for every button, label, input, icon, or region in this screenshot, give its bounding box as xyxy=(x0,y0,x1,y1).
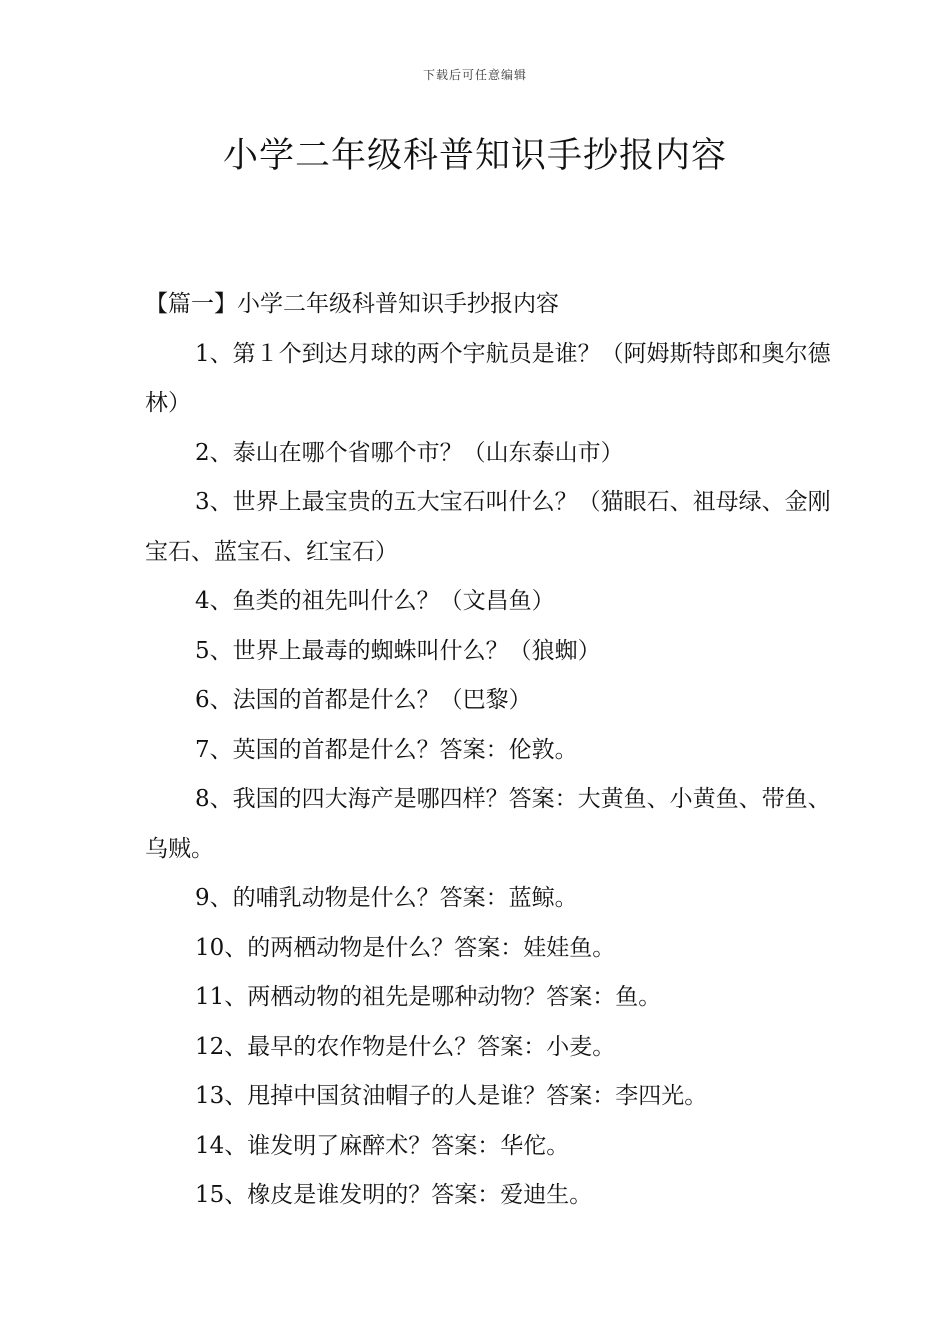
qa-item: 12、最早的农作物是什么？答案：小麦。 xyxy=(195,1033,616,1060)
qa-item: 11、两栖动物的祖先是哪种动物？答案：鱼。 xyxy=(195,984,662,1010)
qa-item: 1、第１个到达月球的两个宇航员是谁？（阿姆斯特郎和奥尔德林） xyxy=(145,340,831,416)
qa-item: 14、谁发明了麻醉术？答案：华佗。 xyxy=(195,1132,570,1159)
document-body xyxy=(145,280,835,1221)
qa-item: 9、的哺乳动物是什么？答案：蓝鲸。 xyxy=(195,885,578,911)
qa-item: 13、甩掉中国贫油帽子的人是谁？答案：李四光。 xyxy=(195,1083,708,1109)
qa-item: 5、世界上最毒的蜘蛛叫什么？（狼蜘） xyxy=(195,637,601,664)
header-note: 下载后可任意编辑 xyxy=(422,68,527,82)
qa-item: 15、橡皮是谁发明的？答案：爱迪生。 xyxy=(195,1182,593,1208)
qa-item: 6、法国的首都是什么？（巴黎） xyxy=(195,687,532,713)
document-title: 小学二年级科普知识手抄报内容 xyxy=(222,136,727,176)
qa-item: 2、泰山在哪个省哪个市？（山东泰山市） xyxy=(195,439,624,466)
qa-item: 3、世界上最宝贵的五大宝石叫什么？（猫眼石、祖母绿、金刚宝石、蓝宝石、红宝石） xyxy=(145,489,831,565)
qa-item: 4、鱼类的祖先叫什么？（文昌鱼） xyxy=(195,588,555,614)
qa-item: 8、我国的四大海产是哪四样？答案：大黄鱼、小黄鱼、带鱼、乌贼。 xyxy=(145,786,831,862)
qa-item: 10、的两栖动物是什么？答案：娃娃鱼。 xyxy=(195,934,616,961)
section-heading: 【篇一】小学二年级科普知识手抄报内容 xyxy=(145,291,559,317)
qa-item: 7、英国的首都是什么？答案：伦敦。 xyxy=(195,736,578,763)
